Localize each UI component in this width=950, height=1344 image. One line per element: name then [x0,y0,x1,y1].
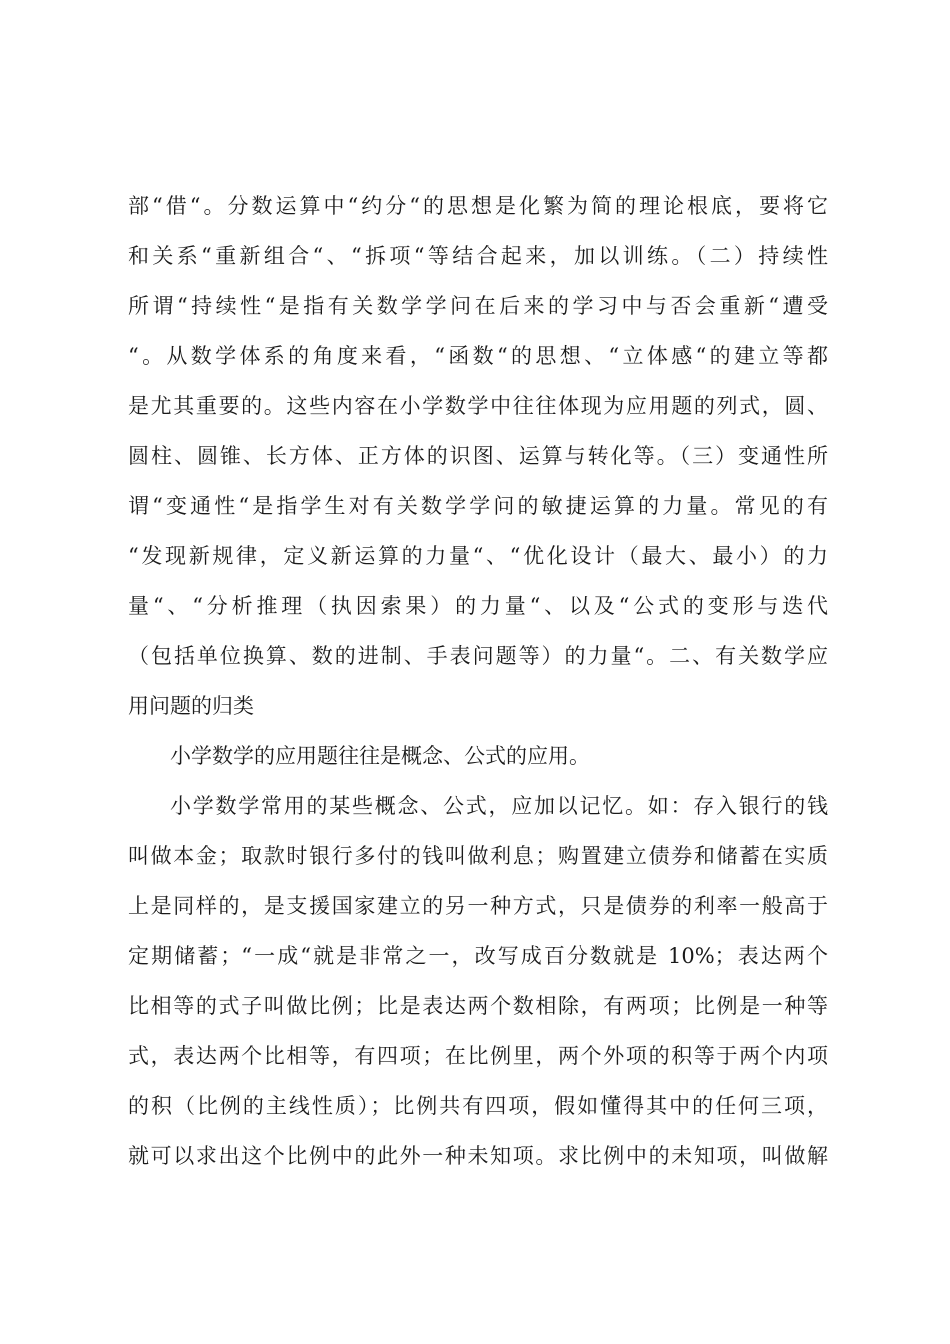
body-text [128,181,828,1181]
text-line: “发现新规律，定义新运算的力量“、“优化设计（最大、最小）的力 [128,544,828,568]
text-line: 小学数学常用的某些概念、公式，应加以记忆。如：存入银行的钱 [170,794,828,818]
text-line: 上是同样的，是支援国家建立的另一种方式，只是债券的利率一般高于 [128,894,828,918]
text-line: 定期储蓄；“一成“就是非常之一，改写成百分数就是 10%；表达两个 [128,944,828,968]
text-line: “。从数学体系的角度来看，“函数“的思想、“立体感“的建立等都 [128,344,828,368]
text-line: 比相等的式子叫做比例；比是表达两个数相除，有两项；比例是一种等 [128,994,828,1018]
paragraph-3 [128,781,828,1181]
text-line: 用问题的归类 [128,694,254,718]
text-line: 式，表达两个比相等，有四项；在比例里，两个外项的积等于两个内项 [128,1044,828,1068]
text-line: 就可以求出这个比例中的此外一种未知项。求比例中的未知项，叫做解 [128,1144,828,1168]
text-line: （包括单位换算、数的进制、手表问题等）的力量“。二、有关数学应 [128,644,828,668]
text-line: 的积（比例的主线性质）；比例共有四项，假如懂得其中的任何三项， [128,1094,828,1118]
text-line: 部“借“。分数运算中“约分“的思想是化繁为简的理论根底，要将它 [128,194,828,218]
text-line: 圆柱、圆锥、长方体、正方体的识图、运算与转化等。（三）变通性所 [128,444,828,468]
text-line: 所谓“持续性“是指有关数学学问在后来的学习中与否会重新“遭受 [128,294,828,318]
text-line: 叫做本金；取款时银行多付的钱叫做利息；购置建立债券和储蓄在实质 [128,844,828,868]
paragraph-1 [128,181,828,731]
text-line: 小学数学的应用题往往是概念、公式的应用。 [170,744,590,768]
paragraph-2 [128,731,828,781]
text-line: 和关系“重新组合“、“拆项“等结合起来，加以训练。（二）持续性 [128,244,828,268]
text-line: 量“、“分析推理（执因索果）的力量“、以及“公式的变形与迭代 [128,594,828,618]
text-line: 是尤其重要的。这些内容在小学数学中往往体现为应用题的列式，圆、 [128,394,828,418]
text-line: 谓“变通性“是指学生对有关数学学问的敏捷运算的力量。常见的有 [128,494,828,518]
